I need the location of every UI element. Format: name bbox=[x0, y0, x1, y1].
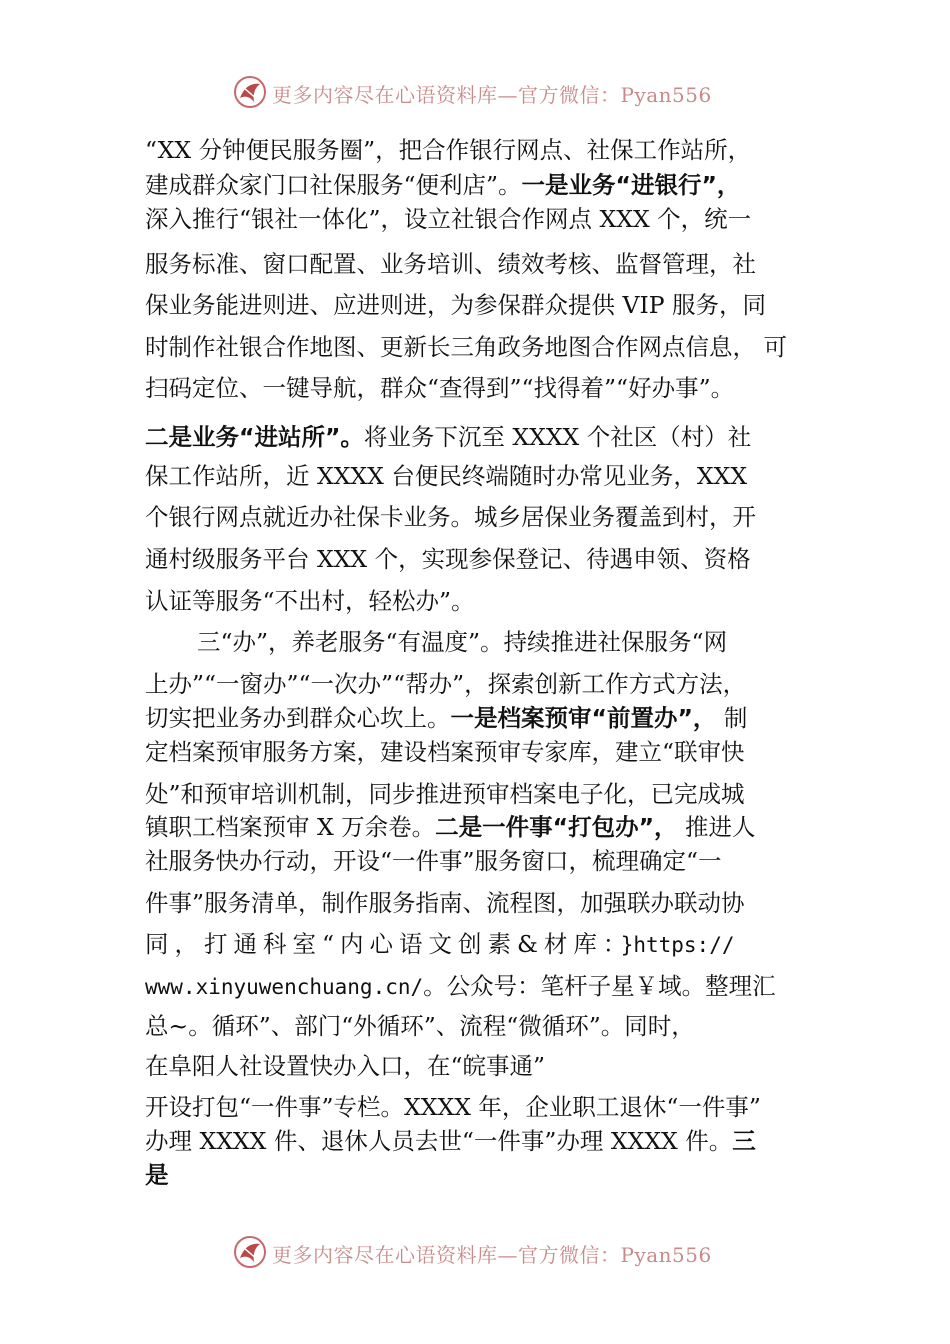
text-line: 上办”“一窗办”“一次办”“帮办”，探索创新工作方式方法， bbox=[145, 670, 747, 698]
bold-heading: 二是业务“进站所”。 bbox=[145, 423, 364, 451]
bold-heading: 是 bbox=[145, 1161, 169, 1189]
text-line: 三“办”，养老服务“有温度”。持续推进社保服务“网 bbox=[197, 628, 728, 656]
text-line: 扫码定位、一键导航，群众“查得到”“找得着”“好办事”。 bbox=[145, 374, 735, 402]
text-line: 处”和预审培训机制，同步推进预审档案电子化，已完成城 bbox=[145, 780, 745, 808]
text-line: “XX 分钟便民服务圈”，把合作银行网点、社保工作站所， bbox=[145, 136, 752, 164]
text-line: 办理 XXXX 件、退休人员去世“一件事”办理 XXXX 件。三 bbox=[145, 1127, 756, 1155]
text-line: 保工作站所，近 XXXX 台便民终端随时办常见业务，XXX bbox=[145, 462, 748, 490]
bold-heading: 三 bbox=[732, 1127, 756, 1155]
bold-heading: 一是档案预审“前置办”， bbox=[450, 704, 717, 732]
text-line: 深入推行“银社一体化”，设立社银合作网点 XXX 个，统一 bbox=[145, 205, 752, 233]
footer-banner bbox=[232, 1234, 732, 1270]
text-line: 定档案预审服务方案，建设档案预审专家库，建立“联审快 bbox=[145, 738, 745, 766]
text-line: 件事”服务清单，制作服务指南、流程图，加强联办联动协 bbox=[145, 889, 745, 917]
banner-text: 更多内容尽在心语资料库—官方微信：Pyan556 bbox=[272, 83, 712, 107]
text-line: 镇职工档案预审 X 万余卷。二是一件事“打包办”， 推进人 bbox=[145, 813, 756, 841]
banner-text: 更多内容尽在心语资料库—官方微信：Pyan556 bbox=[272, 1243, 712, 1267]
text-line: 建成群众家门口社保服务“便利店”。一是业务“进银行”， bbox=[145, 171, 741, 199]
text-line: 通村级服务平台 XXX 个，实现参保登记、待遇申领、资格 bbox=[145, 545, 751, 573]
bold-heading: 二是一件事“打包办”， bbox=[435, 813, 678, 841]
text-line: 二是业务“进站所”。将业务下沉至 XXXX 个社区（村）社 bbox=[145, 423, 752, 451]
text-line: 开设打包“一件事”专栏。XXXX 年，企业职工退休“一件事” bbox=[145, 1093, 761, 1121]
text-line: 总~。循环”、部门“外循环”、流程“微循环”。同时， bbox=[145, 1012, 695, 1040]
text-line: 切实把业务办到群众心坎上。一是档案预审“前置办”， 制 bbox=[145, 704, 748, 732]
text-line: 保业务能进则进、应进则进，为参保群众提供 VIP 服务，同 bbox=[145, 291, 767, 319]
text-line: 认证等服务“不出村，轻松办”。 bbox=[145, 587, 475, 615]
text-line: www.xinyuwenchuang.cn/。公众号：笔杆子星￥域。整理汇 bbox=[145, 972, 776, 1000]
text-line: 在阜阳人社设置快办入口，在“皖事通” bbox=[145, 1052, 546, 1080]
text-line bbox=[145, 1156, 169, 1190]
text-line: 个银行网点就近办社保卡业务。城乡居保业务覆盖到村，开 bbox=[145, 503, 756, 531]
text-line: 社服务快办行动，开设“一件事”服务窗口，梳理确定“一 bbox=[145, 847, 722, 875]
text-line: 时制作社银合作地图、更新长三角政务地图合作网点信息， 可 bbox=[145, 333, 787, 361]
seal-logo-icon bbox=[232, 74, 268, 110]
bold-heading: 一是业务“进银行”， bbox=[521, 171, 741, 199]
text-line: 服务标准、窗口配置、业务培训、绩效考核、监督管理，社 bbox=[145, 250, 756, 278]
text-line: 同，打通科室“内心语文创素&材库：}https:// bbox=[145, 930, 735, 958]
seal-logo-icon bbox=[232, 1234, 268, 1270]
header-banner bbox=[232, 74, 732, 110]
